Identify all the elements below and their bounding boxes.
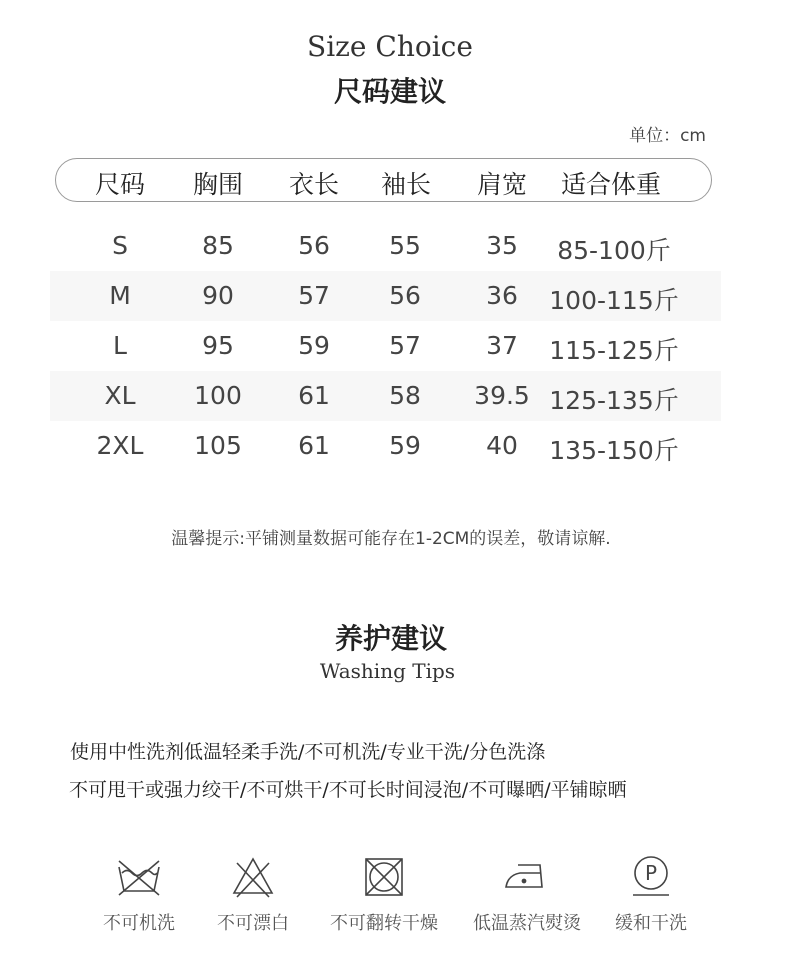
care-title-cn: 养护建议 [334, 622, 447, 655]
page-title-en: Size Choice [307, 30, 473, 63]
table-cell: XL [104, 381, 136, 410]
table-cell: 57 [298, 281, 330, 310]
table-cell: 37 [486, 331, 518, 360]
table-cell: 56 [298, 231, 330, 260]
table-cell: 100-115斤 [549, 286, 679, 315]
table-cell: 40 [486, 431, 518, 460]
table-cell: 55 [389, 231, 421, 260]
care-instruction-line: 不可甩干或强力绞干/不可烘干/不可长时间浸泡/不可曝晒/平铺晾晒 [69, 779, 627, 801]
table-cell: 115-125斤 [549, 336, 679, 365]
table-cell: 58 [389, 381, 421, 410]
table-cell: 35 [486, 231, 518, 260]
table-cell: 100 [194, 381, 242, 410]
header-shoulder: 肩宽 [476, 170, 528, 199]
icon-label: 不可漂白 [217, 913, 289, 934]
table-cell: S [112, 231, 128, 260]
table-cell: L [113, 331, 127, 360]
page-title-cn: 尺码建议 [333, 75, 446, 108]
icon-label: 不可机洗 [103, 913, 175, 934]
care-title-en: Washing Tips [319, 659, 456, 683]
measurement-tip: 温馨提示:平铺测量数据可能存在1-2CM的误差，敬请谅解. [171, 529, 611, 549]
table-cell: 85 [202, 231, 234, 260]
table-cell: 36 [486, 281, 518, 310]
table-cell: 61 [298, 381, 330, 410]
header-size: 尺码 [94, 170, 146, 199]
header-sleeve: 袖长 [380, 170, 432, 199]
table-cell: 2XL [96, 431, 144, 460]
table-cell: 135-150斤 [549, 436, 679, 465]
table-cell: 61 [298, 431, 330, 460]
header-length: 衣长 [288, 170, 340, 199]
icon-label: 缓和干洗 [615, 913, 687, 934]
no-machine-wash-icon [115, 853, 163, 901]
no-bleach-icon [229, 853, 277, 901]
icon-label: 低温蒸汽熨烫 [473, 913, 581, 934]
table-cell: 105 [194, 431, 242, 460]
gentle-dry-clean-icon [627, 853, 675, 901]
table-cell: 39.5 [474, 381, 530, 410]
table-cell: 95 [202, 331, 234, 360]
icon-label: 不可翻转干燥 [330, 913, 438, 934]
table-cell: 59 [389, 431, 421, 460]
header-chest: 胸围 [192, 170, 244, 199]
care-instruction-line: 使用中性洗剂低温轻柔手洗/不可机洗/专业干洗/分色洗涤 [70, 741, 546, 763]
table-cell: 56 [389, 281, 421, 310]
svg-text:P: P [644, 861, 658, 885]
table-cell: 57 [389, 331, 421, 360]
no-tumble-dry-icon [360, 853, 408, 901]
table-cell: 59 [298, 331, 330, 360]
table-cell: 125-135斤 [549, 386, 679, 415]
low-temperature-iron-icon [502, 853, 550, 901]
table-cell: M [109, 281, 131, 310]
header-weight: 适合体重 [560, 170, 662, 199]
table-cell: 90 [202, 281, 234, 310]
table-cell: 85-100斤 [557, 236, 671, 265]
unit-label: 单位：cm [629, 126, 706, 146]
